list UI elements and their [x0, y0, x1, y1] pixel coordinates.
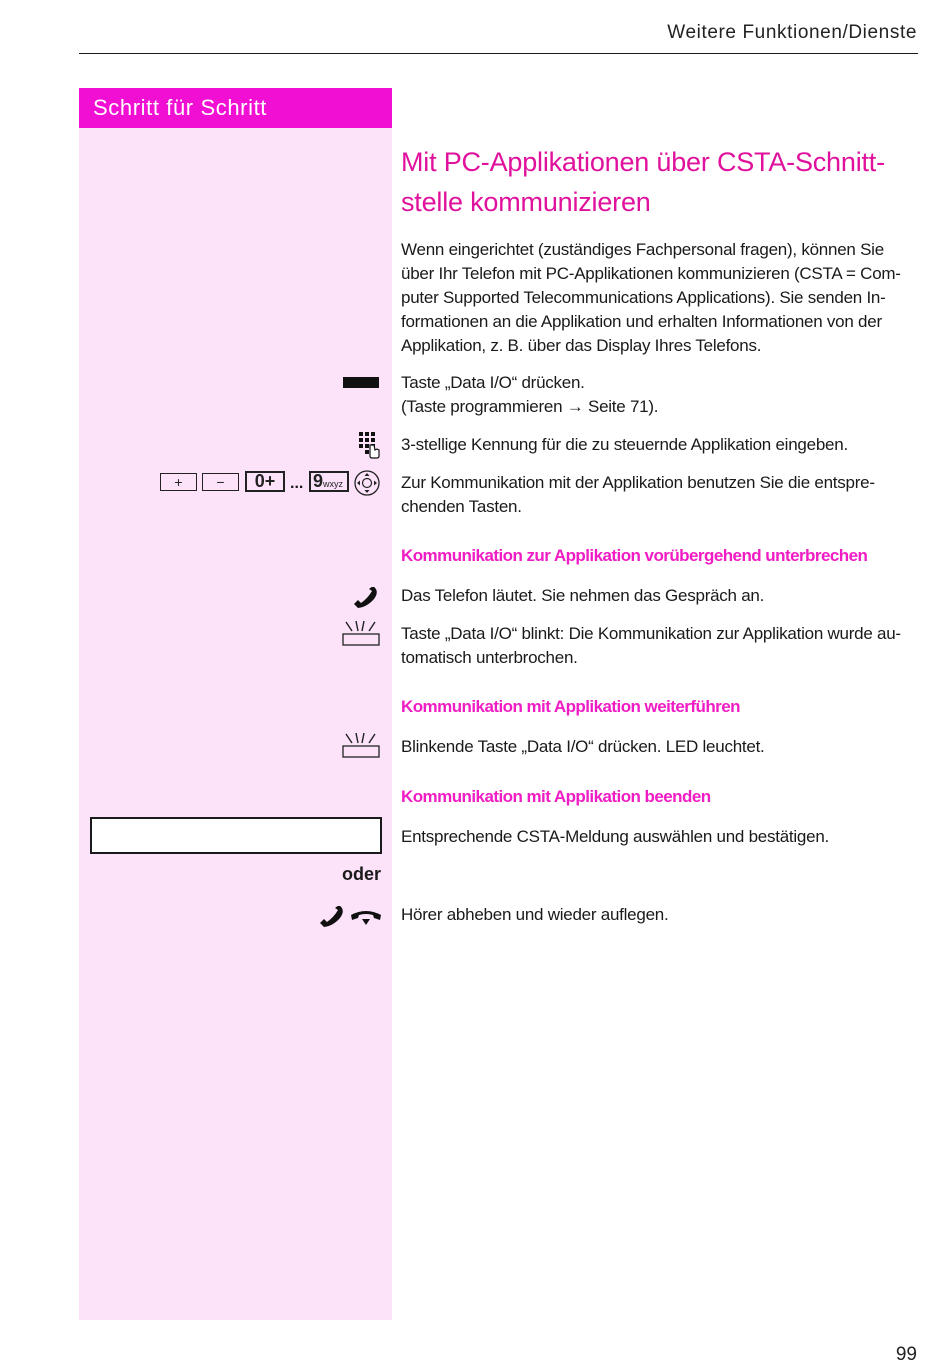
step-code-entry: 3-stellige Kennung für die zu steuernde Applikation eingeben.	[401, 435, 848, 454]
oder-label: oder	[341, 864, 381, 884]
page-reference-link[interactable]: (Taste programmieren → Seite 71).	[401, 397, 659, 416]
intro-paragraph	[401, 238, 921, 358]
intro-line: über Ihr Telefon mit PC-Applikationen kommunizieren (CSTA = Com-	[401, 264, 901, 283]
step-continue: Blinkende Taste „Data I/O“ drücken. LED leuchtet.	[401, 737, 765, 756]
function-key-icon	[343, 377, 379, 388]
step-text: Taste „Data I/O“ blinkt: Die Kommunikation zur Applikation wurde au-	[401, 624, 901, 643]
nine-key-icon	[309, 471, 349, 492]
subheading-interrupt: Kommunikation zur Applikation vorübergehend unterbrechen	[401, 546, 868, 565]
step-text: Taste „Data I/O“ drücken.	[401, 373, 585, 392]
intro-line: formationen an die Applikation und erhalten Informationen von der	[401, 312, 882, 331]
subheading-end: Kommunikation mit Applikation beenden	[401, 787, 711, 806]
intro-line: puter Supported Telecommunications Applications). Sie senden In-	[401, 288, 886, 307]
step-end: Entsprechende CSTA-Meldung auswählen und bestätigen.	[401, 827, 830, 846]
minus-key-icon: −	[202, 473, 239, 491]
handset-lift-icon	[352, 587, 382, 609]
section-title	[401, 142, 921, 222]
navigator-icon	[353, 469, 381, 497]
display-field[interactable]	[90, 817, 382, 854]
zero-key-icon: 0+	[245, 471, 285, 492]
running-header: Weitere Funktionen/Dienste	[667, 22, 917, 43]
ellipsis-label: ...	[290, 475, 304, 492]
nine-key-digit: 9	[313, 471, 324, 491]
sidebar-heading: Schritt für Schritt	[79, 88, 392, 128]
step-text: tomatisch unterbrochen.	[401, 648, 578, 667]
keypad-icon	[358, 431, 380, 459]
step-text: Zur Kommunikation mit der Applikation benutzen Sie die entspre-	[401, 473, 875, 492]
step-keys	[401, 471, 921, 519]
step-handset: Hörer abheben und wieder auflegen.	[401, 905, 669, 924]
plus-key-icon: +	[160, 473, 197, 491]
header-rule	[79, 53, 918, 54]
page-number: 99	[895, 1344, 917, 1365]
subheading-continue: Kommunikation mit Applikation weiterführen	[401, 697, 740, 716]
step-ring: Das Telefon läutet. Sie nehmen das Gespräch an.	[401, 586, 765, 605]
nine-key-letters: wxyz	[323, 479, 344, 489]
step-data-key	[401, 371, 921, 419]
step-text: chenden Tasten.	[401, 497, 522, 516]
step-sidebar	[79, 88, 392, 1320]
section-title-line2: stelle kommunizieren	[401, 187, 651, 217]
step-blink	[401, 622, 921, 670]
section-title-line1: Mit PC-Applikationen über CSTA-Schnitt-	[401, 147, 885, 177]
blinking-led-key-icon	[342, 732, 380, 758]
intro-line: Wenn eingerichtet (zuständiges Fachpersonal fragen), können Sie	[401, 240, 884, 259]
handset-lift-icon	[318, 906, 348, 928]
intro-line: Applikation, z. B. über das Display Ihres Telefons.	[401, 336, 762, 355]
blinking-led-key-icon	[342, 620, 380, 646]
handset-hangup-icon	[350, 910, 382, 928]
